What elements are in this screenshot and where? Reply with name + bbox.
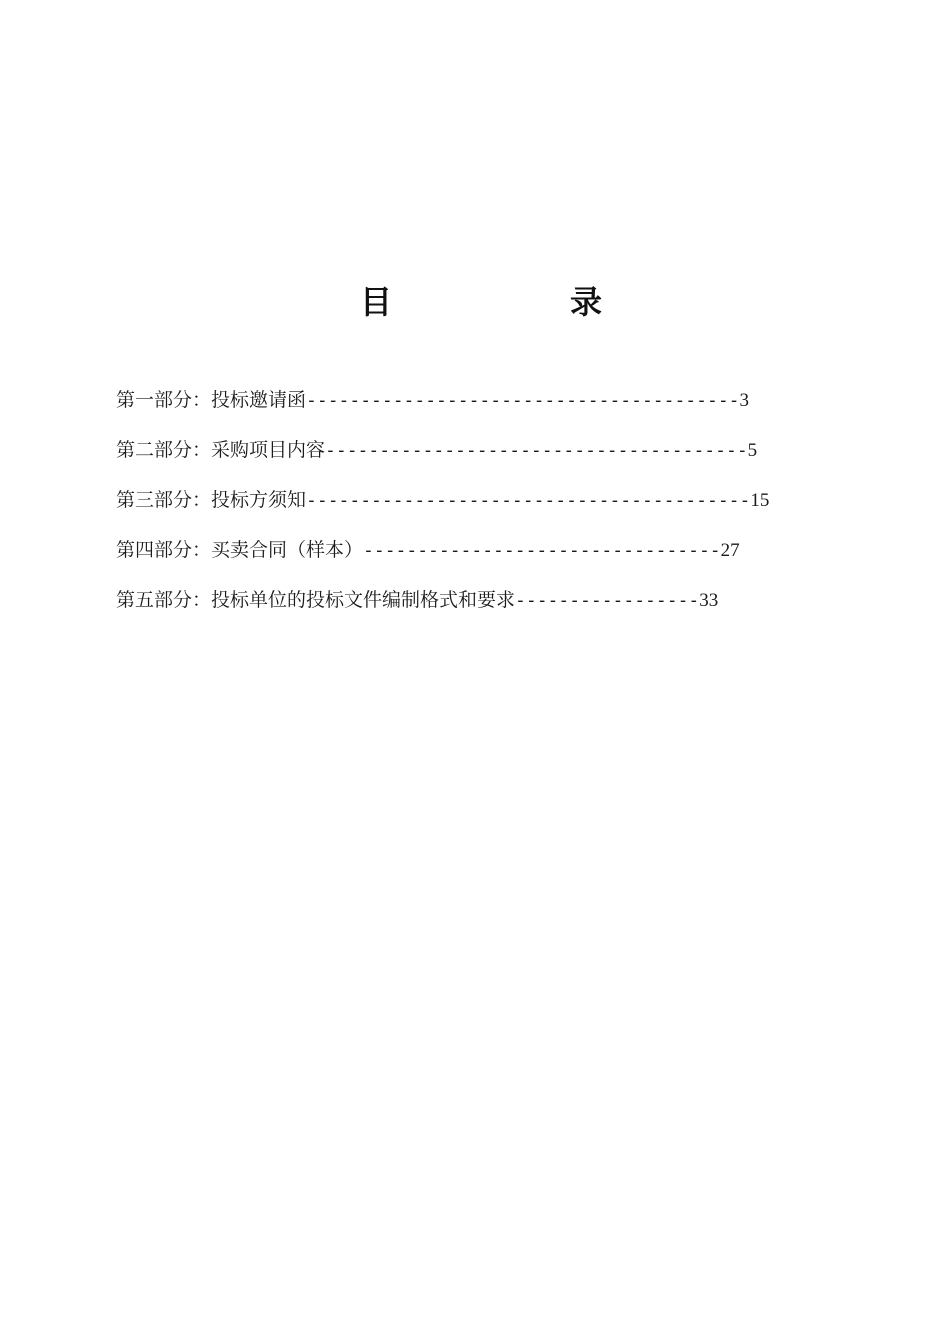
toc-leader-dashes: ----------------- <box>515 590 700 611</box>
toc-leader-dashes: ---------------------------------------- <box>306 390 740 411</box>
page-title <box>0 280 950 324</box>
toc-leader-dashes: --------------------------------- <box>363 540 721 561</box>
table-of-contents <box>116 384 796 634</box>
toc-page-number: 27 <box>720 540 740 561</box>
title-char-mu: 目 <box>360 283 393 321</box>
toc-page-number: 3 <box>739 390 749 411</box>
toc-entry-label: 第三部分：投标方须知 <box>116 489 307 511</box>
toc-entry-part-1[interactable] <box>116 384 796 434</box>
toc-entry-part-5[interactable] <box>116 584 796 634</box>
toc-page-number: 15 <box>750 490 770 511</box>
toc-entry-label: 第五部分：投标单位的投标文件编制格式和要求 <box>116 589 516 611</box>
toc-entry-label: 第一部分：投标邀请函 <box>116 389 307 411</box>
toc-leader-dashes: ----------------------------------------- <box>306 490 751 511</box>
title-char-lu: 录 <box>570 283 603 321</box>
toc-entry-part-2[interactable] <box>116 434 796 484</box>
toc-entry-part-4[interactable] <box>116 534 796 584</box>
toc-leader-dashes: --------------------------------------- <box>325 440 748 461</box>
toc-page-number: 5 <box>747 440 758 461</box>
toc-page-number: 33 <box>699 590 719 611</box>
toc-entry-part-3[interactable] <box>116 484 796 534</box>
toc-entry-label: 第四部分：买卖合同（样本） <box>116 539 364 561</box>
toc-entry-label: 第二部分：采购项目内容 <box>116 439 326 461</box>
